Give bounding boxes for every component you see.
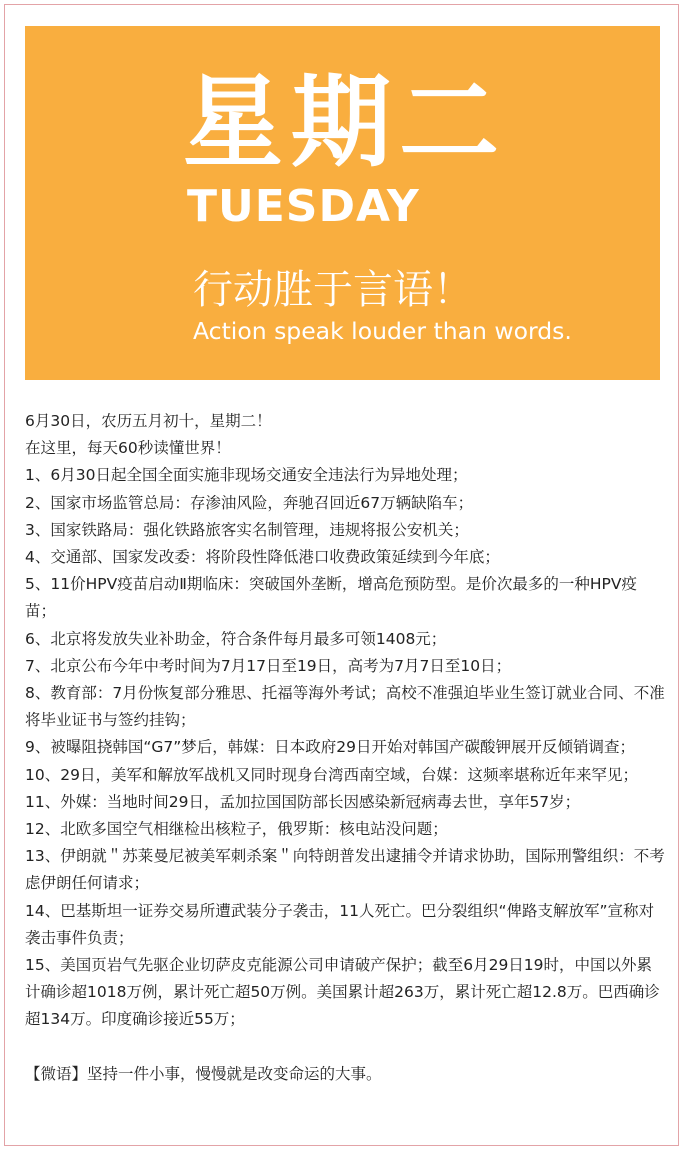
tagline: 在这里，每天60秒读懂世界！	[25, 439, 231, 458]
news-item: 13、伊朗就＂苏莱曼尼被美军刺杀案＂向特朗普发出逮捕令并请求协助，国际刑警组织：不考虑伊朗任何请求；	[25, 847, 665, 893]
news-item: 12、北欧多国空气相继检出核粒子，俄罗斯：核电站没问题；	[25, 820, 448, 839]
date-line: 6月30日，农历五月初十，星期二！	[25, 412, 272, 430]
news-item: 15、美国页岩气先驱企业切萨皮克能源公司申请破产保护；截至6月29日19时，中国以外累计确诊超1018万例，累计死亡超50万例。美国累计超263万，累计死亡超12.8万。巴西确诊超134万。印度确诊接近55万；	[25, 956, 660, 1029]
news-item: 10、29日，美军和解放军战机又同时现身台湾西南空域，台媒：这频率堪称近年来罕见；	[25, 765, 638, 784]
news-content	[25, 408, 665, 1088]
spacer	[25, 1034, 665, 1061]
news-item: 7、北京公布今年中考时间为7月17日至19日，高考为7月7日至10日；	[25, 656, 512, 675]
banner-weekday-en: TUESDAY	[187, 181, 420, 232]
banner-slogan-en: Action speak louder than words.	[193, 317, 572, 345]
banner-weekday-cn: 星期二	[183, 64, 507, 181]
news-item: 14、巴基斯坦一证券交易所遭武装分子袭击，11人死亡。巴分裂组织“俾路支解放军”宣称对袭击事件负责；	[25, 901, 655, 947]
news-item: 2、国家市场监管总局：存渗油风险，奔驰召回近67万辆缺陷车；	[25, 493, 474, 512]
news-item: 11、外媒：当地时间29日，孟加拉国国防部长因感染新冠病毒去世，享年57岁；	[25, 792, 581, 811]
news-item: 9、被曝阻挠韩国“G7”梦后，韩媒：日本政府29日开始对韩国产碳酸钾展开反倾销调查；	[25, 738, 636, 757]
news-item: 1、6月30日起全国全面实施非现场交通安全违法行为异地处理；	[25, 466, 468, 485]
news-item: 8、教育部：7月份恢复部分雅思、托福等海外考试；高校不准强迫毕业生签订就业合同、不准将毕业证书与签约挂钩；	[25, 684, 665, 730]
banner-slogan-cn: 行动胜于言语！	[193, 267, 473, 313]
news-item: 4、交通部、国家发改委：将阶段性降低港口收费政策延续到今年底；	[25, 548, 500, 567]
footer-quote: 【微语】坚持一件小事，慢慢就是改变命运的大事。	[25, 1064, 382, 1083]
news-item: 3、国家铁路局：强化铁路旅客实名制管理，违规将报公安机关；	[25, 520, 469, 539]
tuesday-banner	[25, 26, 660, 380]
news-item: 5、11价HPV疫苗启动Ⅱ期临床：突破国外垄断，增高危预防型。是价次最多的一种HPV疫苗；	[25, 575, 637, 621]
news-item: 6、北京将发放失业补助金，符合条件每月最多可领1408元；	[25, 629, 447, 648]
